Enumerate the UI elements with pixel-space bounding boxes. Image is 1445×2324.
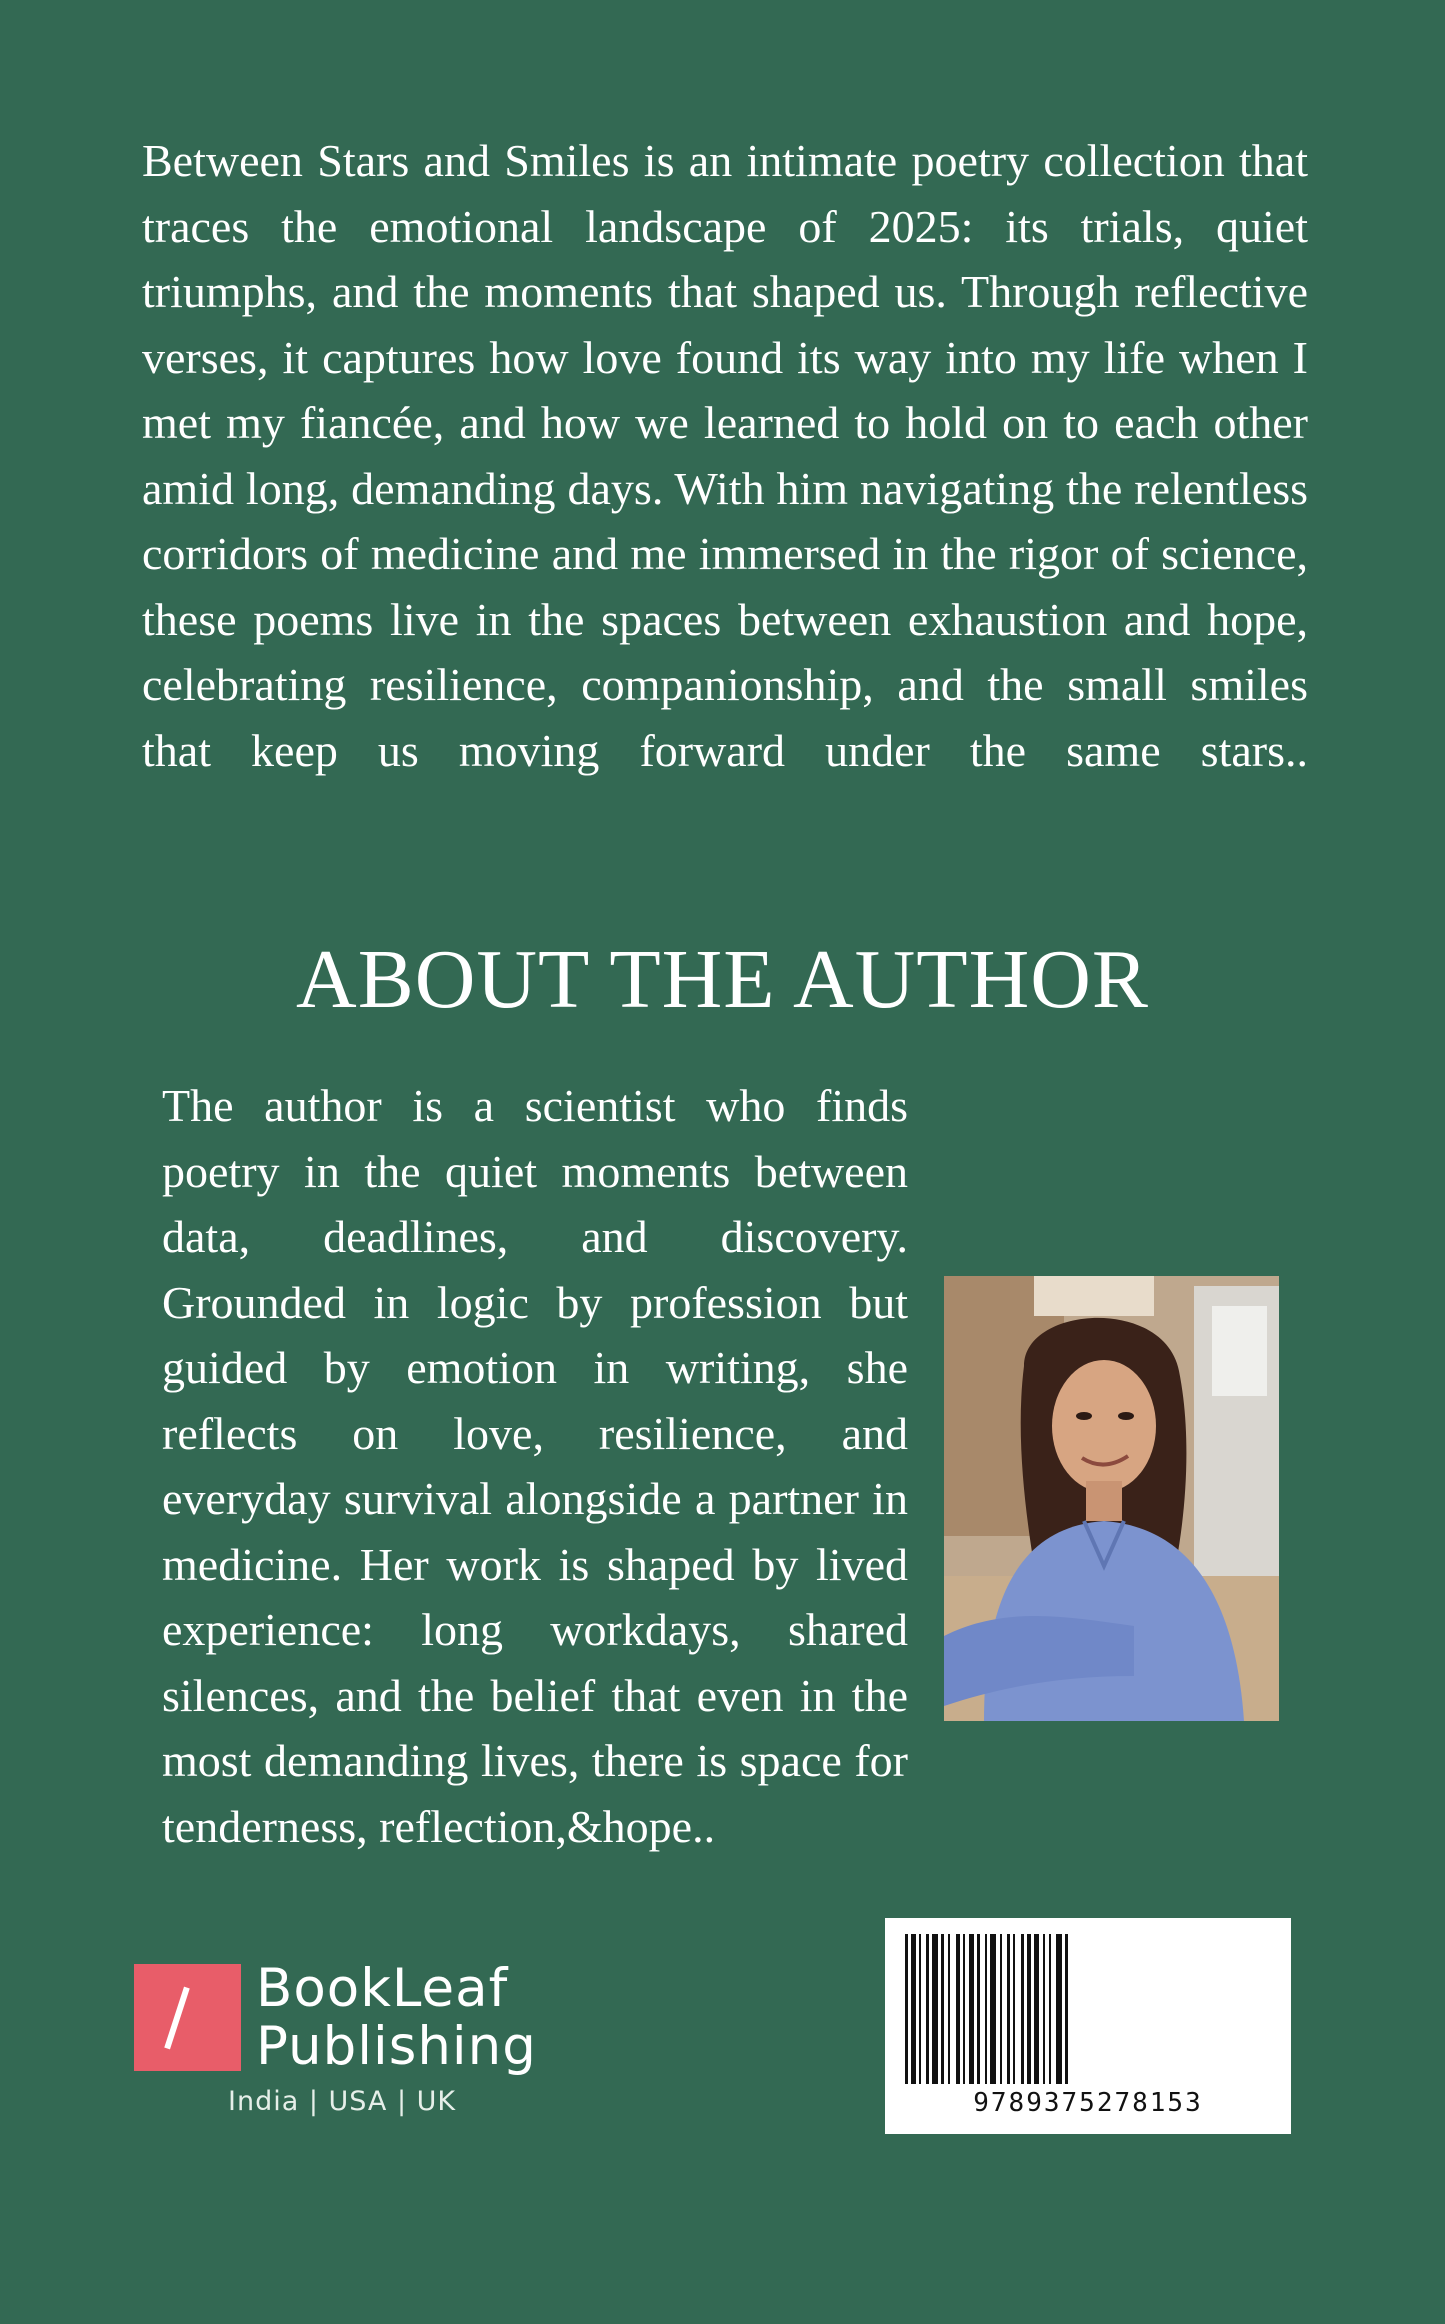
author-photo bbox=[944, 1276, 1279, 1721]
publisher-name bbox=[256, 1960, 537, 2076]
barcode-bars-icon bbox=[905, 1934, 1271, 2084]
publisher-name-line2: Publishing bbox=[256, 2016, 537, 2077]
publisher-name-line1: BookLeaf bbox=[256, 1958, 509, 2019]
author-bio bbox=[162, 1073, 908, 1859]
publisher-logo bbox=[134, 1960, 554, 2130]
author-bio-ending: reflection,&hope.. bbox=[379, 1800, 716, 1852]
publisher-regions: India | USA | UK bbox=[228, 2086, 457, 2117]
book-blurb: Between Stars and Smiles is an intimate poetry collection that traces the emotional landscape of 2025: its trials, quiet triumphs, and the moments that shaped us. Through reflective verses, it captures how love found its way into my life when I met my fiancée, and how we learned to hold on to each other amid long, demanding days. With him navigating the relentless corridors of medicine and me immersed in the rigor of science, these poems live in the spaces between exhaustion and hope, celebrating resilience, companionship, and the small smiles that keep us moving forward under the same stars.. bbox=[142, 135, 1308, 776]
publisher-mark-icon bbox=[134, 1964, 241, 2071]
author-bio-text: The author is a scientist who finds poetry in the quiet moments between data, deadlines, and discovery. Grounded in logic by profession but guided by emotion in writing, she reflects on love, resilience, and everyday survival alongside a partner in medicine. Her work is shaped by lived experience: long workdays, shared silences, and the belief that even in the most demanding lives, there is space for tenderness, bbox=[162, 1080, 908, 1852]
isbn-number: 9789375278153 bbox=[973, 2088, 1203, 2118]
isbn-barcode bbox=[885, 1918, 1291, 2134]
about-author-heading: ABOUT THE AUTHOR bbox=[296, 933, 1149, 1026]
